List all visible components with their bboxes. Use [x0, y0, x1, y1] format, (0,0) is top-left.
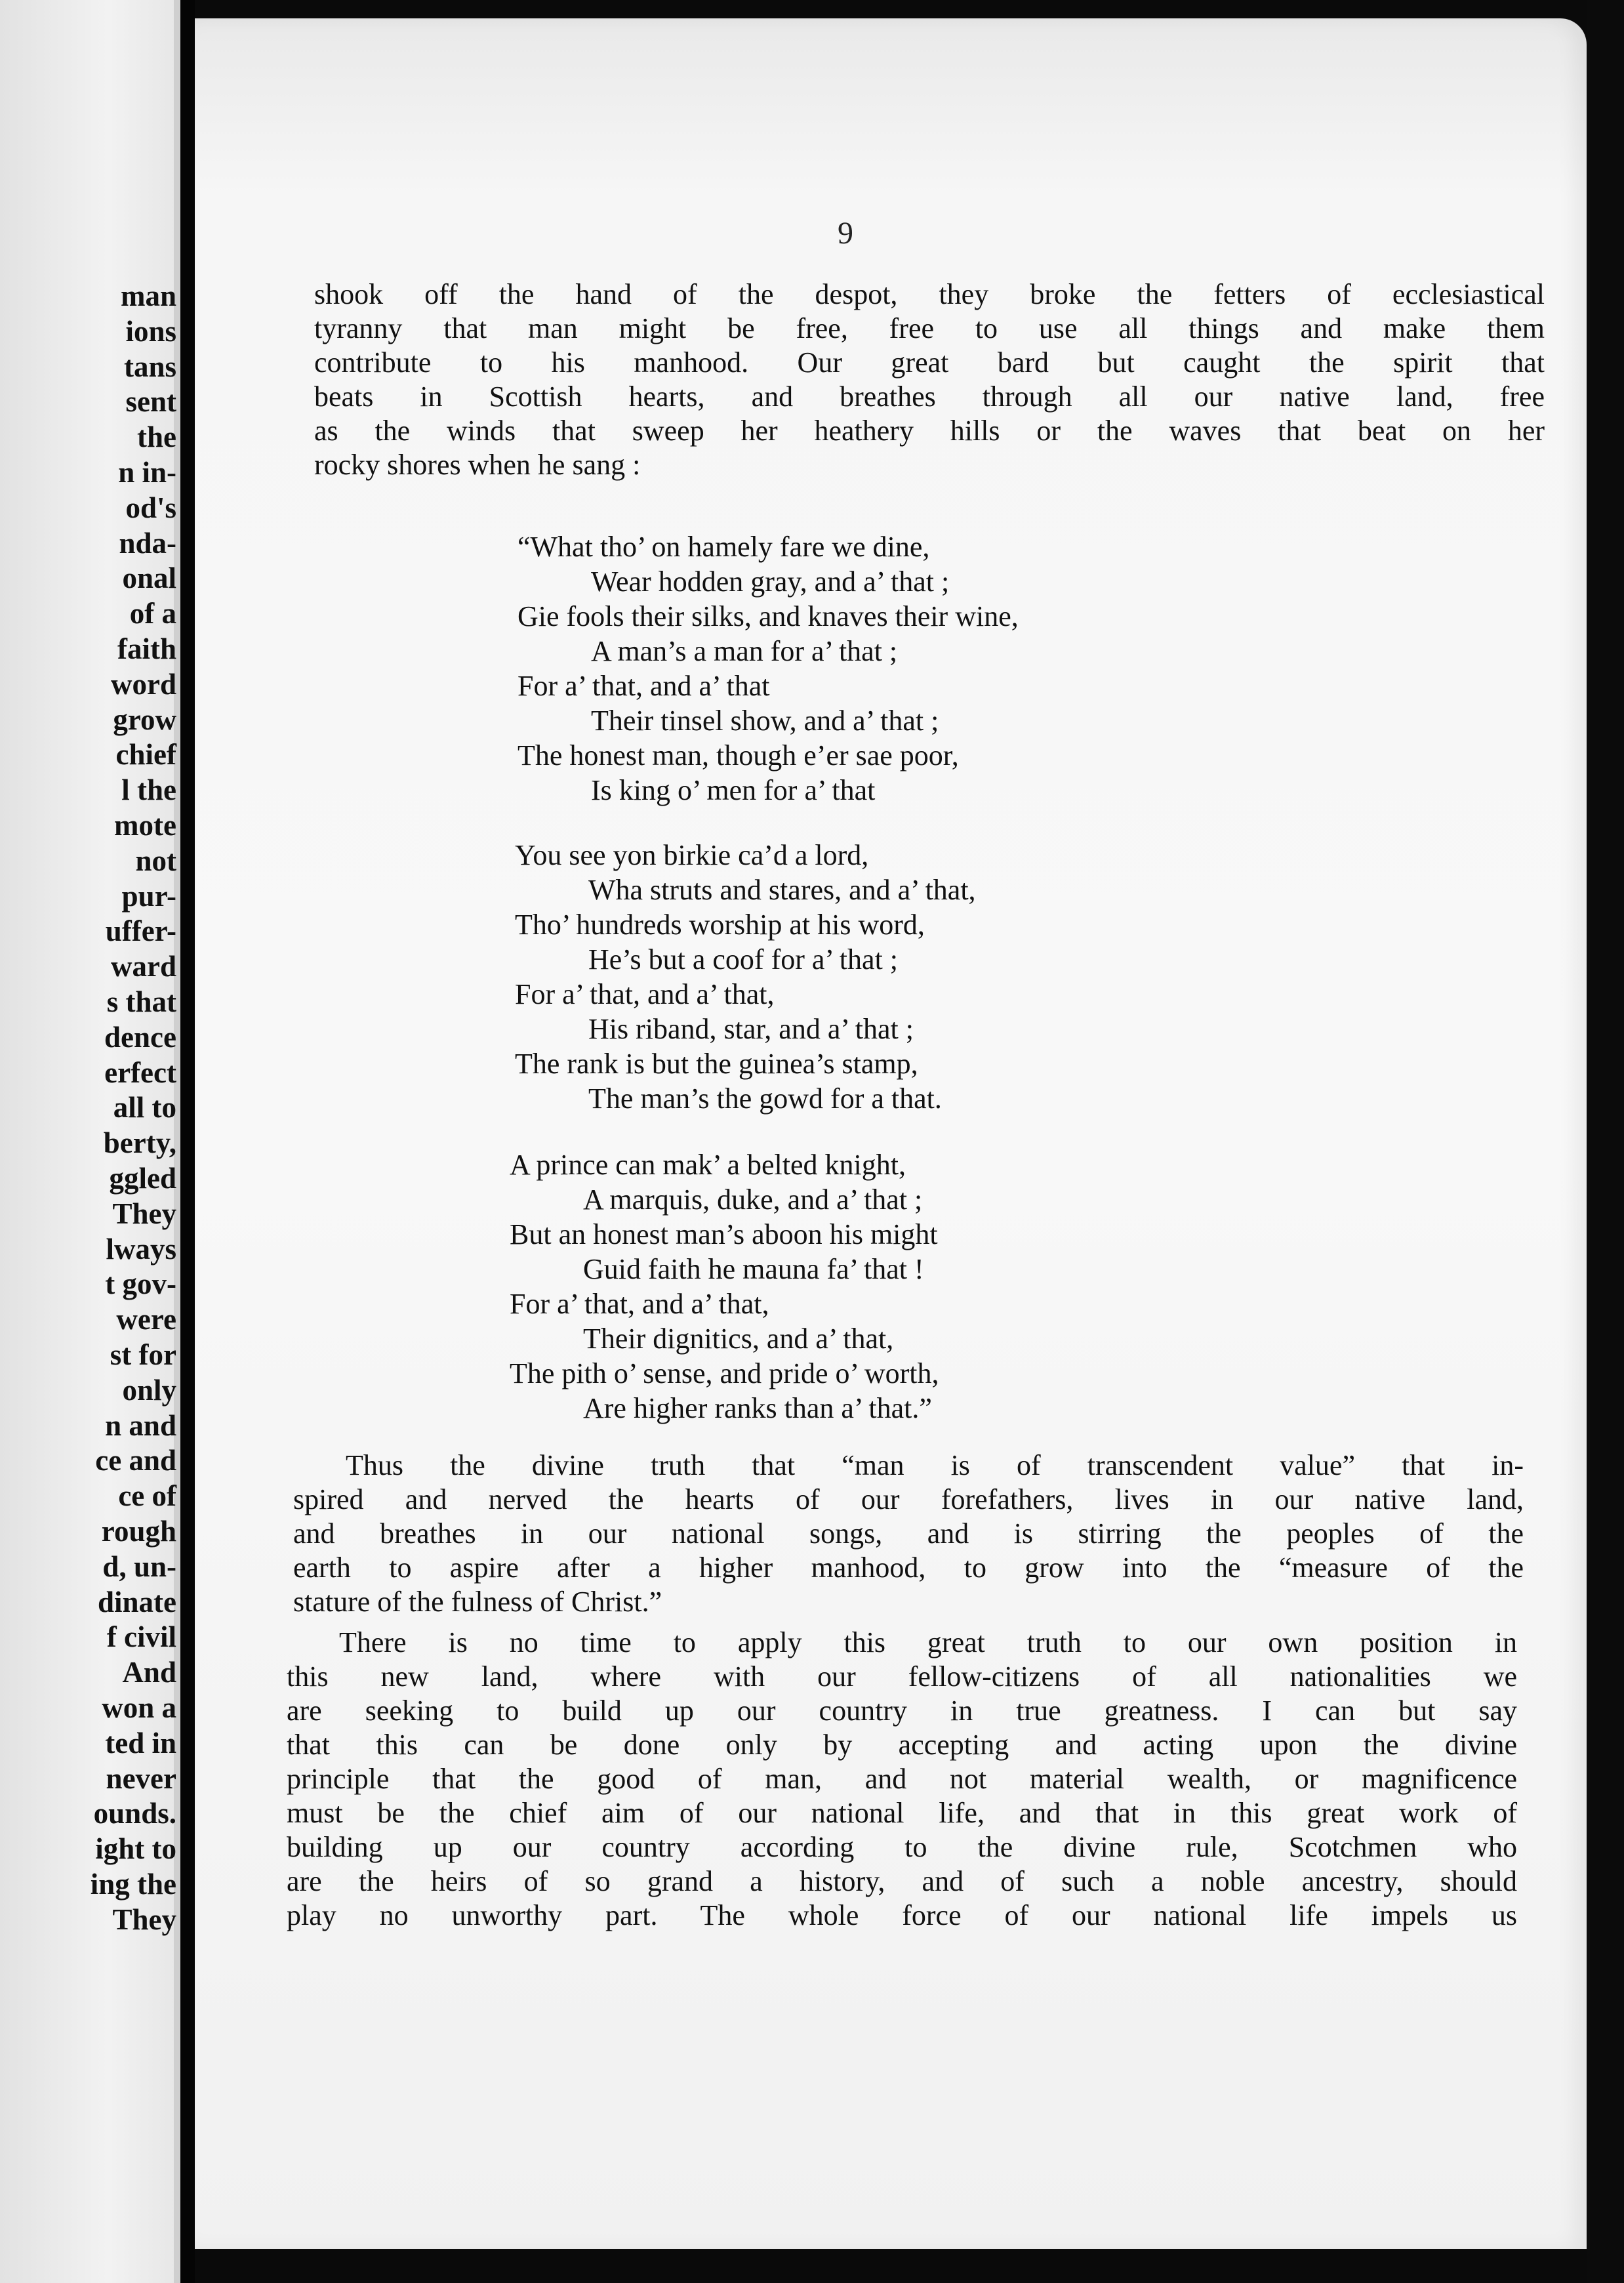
- poem-line: For a’ that, and a’ that,: [510, 1288, 769, 1320]
- left-fragment-line: ight to: [95, 1832, 176, 1866]
- left-fragment-line: grow: [113, 703, 176, 736]
- left-fragment-line: sent: [125, 385, 176, 419]
- text-line: Thus the divine truth that “man is of transcendent value” that in-: [346, 1449, 1524, 1481]
- left-fragment-line: nda-: [119, 526, 176, 560]
- left-fragment-line: mote: [114, 809, 176, 842]
- poem-line: Gie fools their silks, and knaves their wine,: [518, 600, 1019, 632]
- left-fragment-line: dence: [104, 1020, 176, 1054]
- poem-line: Guid faith he mauna fa’ that !: [583, 1253, 924, 1285]
- scan-border: [1587, 0, 1624, 2283]
- left-fragment-line: of a: [129, 597, 176, 630]
- left-fragment-line: word: [111, 667, 176, 701]
- book-gutter: [180, 0, 195, 2283]
- left-fragment-line: erfect: [104, 1056, 176, 1089]
- text-line: There is no time to apply this great truth to our own position in: [339, 1626, 1517, 1658]
- text-line: building up our country according to the divine rule, Scotchmen who: [287, 1831, 1517, 1863]
- poem-line: He’s but a coof for a’ that ;: [588, 943, 899, 976]
- left-fragment-line: not: [135, 844, 176, 877]
- text-line: beats in Scottish hearts, and breathes through all our native land, free: [314, 380, 1545, 413]
- poem-line: Tho’ hundreds worship at his word,: [515, 909, 925, 941]
- left-fragment-line: chief: [115, 738, 176, 771]
- left-fragment-line: onal: [122, 562, 176, 595]
- text-line: stature of the fulness of Christ.”: [293, 1586, 662, 1618]
- text-line: are seeking to build up our country in true greatness. I can but say: [287, 1695, 1517, 1727]
- poem-line: A marquis, duke, and a’ that ;: [583, 1183, 923, 1216]
- left-fragment-line: And: [122, 1656, 176, 1689]
- left-fragment-line: pur-: [121, 879, 176, 913]
- text-line: spired and nerved the hearts of our forefathers, lives in our native land,: [293, 1483, 1524, 1515]
- poem-line: His riband, star, and a’ that ;: [588, 1013, 914, 1045]
- text-line: as the winds that sweep her heathery hills or the waves that beat on her: [314, 415, 1545, 447]
- left-fragment-line: st for: [110, 1338, 176, 1371]
- poem-line: Is king o’ men for a’ that: [591, 774, 876, 806]
- poem-line: Their tinsel show, and a’ that ;: [591, 705, 939, 737]
- poem-line: For a’ that, and a’ that,: [515, 978, 775, 1010]
- poem-line: For a’ that, and a’ that: [518, 670, 770, 702]
- text-line: and breathes in our national songs, and is stirring the peoples of the: [293, 1517, 1524, 1550]
- poem-line: The rank is but the guinea’s stamp,: [515, 1048, 918, 1080]
- text-line: that this can be done only by accepting and acting upon the divine: [287, 1729, 1517, 1761]
- poem-line: The pith o’ sense, and pride o’ worth,: [510, 1357, 939, 1389]
- left-fragment-line: man: [120, 279, 176, 312]
- left-fragment-line: ce of: [118, 1479, 176, 1513]
- text-line: this new land, where with our fellow-citizens of all nationalities we: [287, 1660, 1517, 1693]
- left-fragment-line: were: [116, 1303, 176, 1336]
- text-line: play no unworthy part. The whole force of our national life impels us: [287, 1899, 1517, 1931]
- poem-line: You see yon birkie ca’d a lord,: [515, 839, 869, 871]
- left-fragment-line: faith: [117, 632, 176, 665]
- left-fragment-line: ce and: [95, 1444, 176, 1477]
- book-page: [195, 18, 1587, 2249]
- left-page-fragment: [0, 0, 180, 2283]
- text-line: shook off the hand of the despot, they broke the fetters of ecclesiastical: [314, 278, 1545, 310]
- poem-line: Their dignitics, and a’ that,: [583, 1323, 894, 1355]
- left-fragment-line: uffer-: [105, 915, 176, 948]
- poem-line: The man’s the gowd for a that.: [588, 1082, 942, 1115]
- left-fragment-line: They: [112, 1197, 176, 1230]
- left-fragment-line: berty,: [103, 1126, 176, 1160]
- text-line: must be the chief aim of our national life, and that in this great work of: [287, 1797, 1517, 1829]
- left-fragment-line: ounds.: [93, 1797, 176, 1830]
- text-line: rocky shores when he sang :: [314, 449, 641, 481]
- text-line: tyranny that man might be free, free to use all things and make them: [314, 312, 1545, 344]
- poem-line: But an honest man’s aboon his might: [510, 1218, 938, 1250]
- left-fragment-line: t gov-: [105, 1267, 176, 1301]
- left-fragment-line: od's: [125, 491, 176, 524]
- poem-line: A prince can mak’ a belted knight,: [510, 1149, 906, 1181]
- left-fragment-line: d, un-: [102, 1550, 176, 1583]
- left-fragment-line: rough: [101, 1515, 176, 1548]
- poem-line: The honest man, though e’er sae poor,: [518, 739, 959, 771]
- left-fragment-line: ted in: [105, 1726, 176, 1759]
- poem-line: Wear hodden gray, and a’ that ;: [591, 566, 950, 598]
- left-fragment-line: They: [112, 1902, 176, 1936]
- poem-line: A man’s a man for a’ that ;: [591, 635, 898, 667]
- left-fragment-line: tans: [123, 350, 176, 383]
- left-fragment-line: won a: [102, 1691, 176, 1724]
- text-line: earth to aspire after a higher manhood, to grow into the “measure of the: [293, 1552, 1524, 1584]
- left-fragment-line: ward: [111, 950, 176, 983]
- left-fragment-line: ions: [125, 314, 176, 348]
- left-fragment-line: n and: [105, 1409, 176, 1442]
- poem-line: Wha struts and stares, and a’ that,: [588, 874, 976, 906]
- poem-line: Are higher ranks than a’ that.”: [583, 1392, 932, 1424]
- left-fragment-line: n in-: [118, 456, 176, 489]
- left-fragment-line: never: [106, 1761, 176, 1795]
- left-fragment-line: dinate: [97, 1585, 176, 1618]
- left-fragment-line: lways: [106, 1232, 176, 1265]
- left-fragment-line: the: [137, 421, 176, 454]
- left-fragment-line: f civil: [106, 1620, 176, 1654]
- left-fragment-line: all to: [113, 1091, 176, 1124]
- left-fragment-line: ing the: [90, 1868, 176, 1901]
- text-line: contribute to his manhood. Our great bard but caught the spirit that: [314, 346, 1545, 379]
- text-line: are the heirs of so grand a history, and of such a noble ancestry, should: [287, 1865, 1517, 1897]
- left-fragment-line: s that: [106, 985, 176, 1018]
- text-line: principle that the good of man, and not material wealth, or magnificence: [287, 1763, 1517, 1795]
- left-fragment-line: l the: [121, 773, 176, 807]
- left-fragment-line: only: [122, 1373, 176, 1407]
- left-fragment-line: ggled: [109, 1162, 176, 1195]
- page-number: 9: [838, 216, 853, 251]
- poem-line: “What tho’ on hamely fare we dine,: [518, 531, 930, 563]
